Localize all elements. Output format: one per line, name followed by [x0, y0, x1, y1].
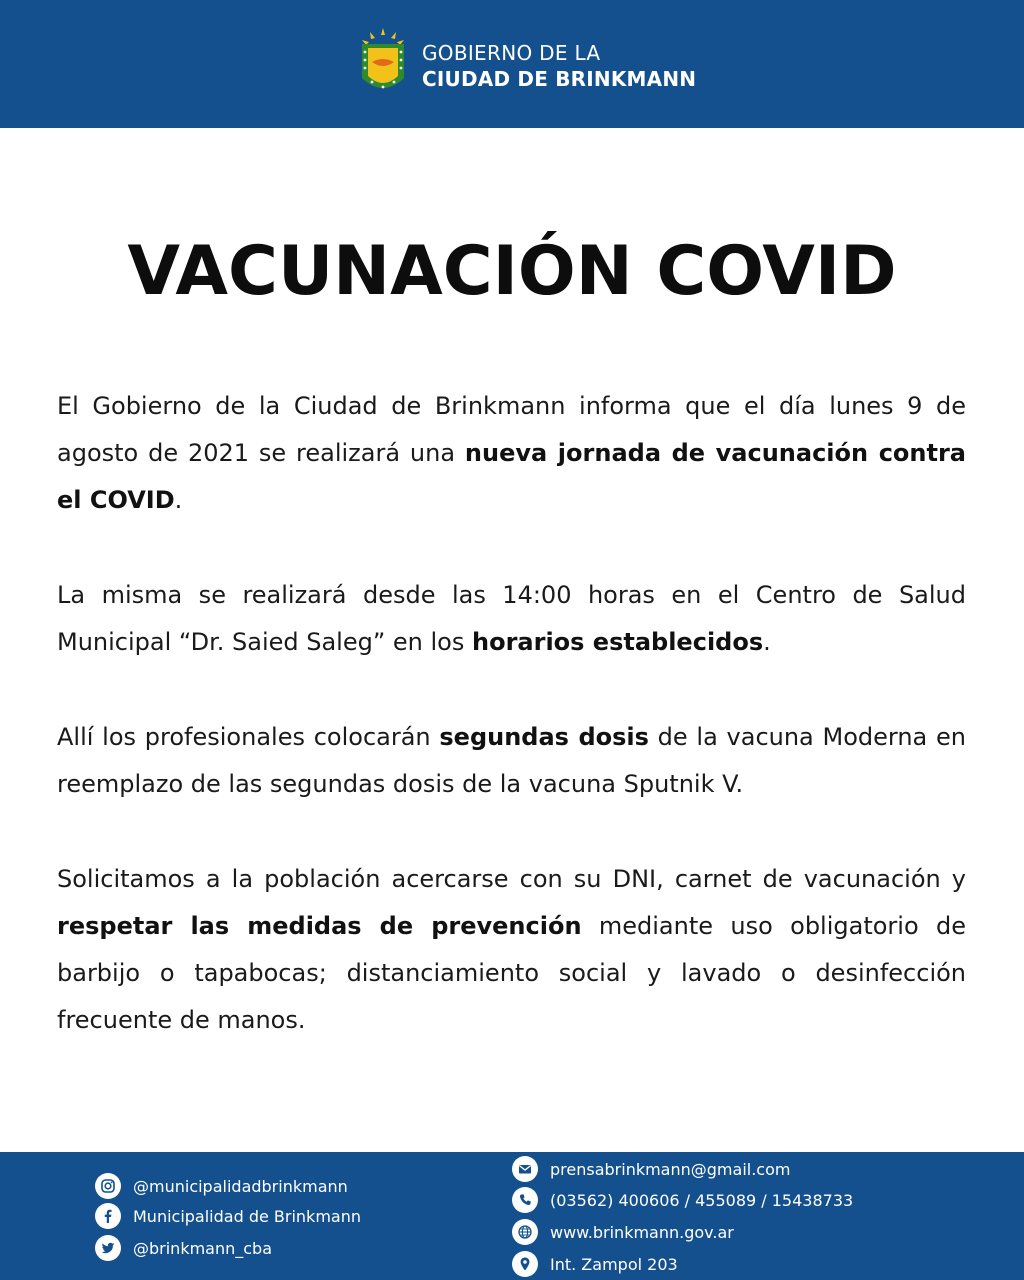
phone-numbers: (03562) 400606 / 455089 / 15438733 — [550, 1190, 854, 1210]
p1-bold: nueva jornada de vacunación contra el COVID — [57, 439, 967, 514]
facebook-name: Municipalidad de Brinkmann — [133, 1206, 361, 1226]
facebook-icon — [95, 1203, 121, 1229]
body-text — [57, 383, 966, 1092]
page-title: VACUNACIÓN COVID — [127, 232, 897, 311]
p4-end: mediante uso obligatorio de barbijo o tapabocas; distanciamiento social y lavado o desinfección frecuente de manos. — [57, 912, 966, 1034]
p3-end: de la vacuna Moderna en reemplazo de las segundas dosis de la vacuna Sputnik V. — [57, 723, 966, 798]
p2-end: . — [763, 628, 771, 656]
paragraph-2 — [57, 572, 966, 666]
p1-end: . — [174, 486, 183, 514]
brand-text — [422, 40, 696, 92]
paragraph-4 — [57, 856, 966, 1044]
brand-line2: CIUDAD DE BRINKMANN — [422, 67, 697, 91]
location-pin-icon — [512, 1251, 538, 1277]
instagram-link[interactable] — [95, 1173, 348, 1199]
p3-bold: segundas dosis — [439, 723, 649, 751]
address-item — [512, 1251, 678, 1277]
footer-bar — [0, 1152, 1024, 1280]
header-bar — [0, 0, 1024, 128]
instagram-handle: @municipalidadbrinkmann — [133, 1176, 348, 1196]
p4-bold: respetar las medidas de prevención — [57, 912, 582, 940]
p3-text: Allí los profesionales colocarán — [57, 723, 440, 751]
p4-text: Solicitamos a la población acercarse con su DNI, carnet de vacunación y — [57, 865, 966, 893]
instagram-icon — [95, 1173, 121, 1199]
website-url: www.brinkmann.gov.ar — [550, 1222, 734, 1242]
envelope-icon — [512, 1156, 538, 1182]
email-link[interactable] — [512, 1156, 790, 1182]
website-link[interactable] — [512, 1219, 734, 1245]
p2-text: La misma se realizará desde las 14:00 horas en el Centro de Salud Municipal “Dr. Saied Saleg” en los — [57, 581, 966, 656]
paragraph-1 — [57, 383, 966, 524]
brand-line1: GOBIERNO DE LA — [422, 41, 601, 65]
phone-link[interactable] — [512, 1187, 853, 1213]
paragraph-3 — [57, 714, 966, 808]
twitter-link[interactable] — [95, 1235, 272, 1261]
facebook-link[interactable] — [95, 1203, 361, 1229]
address-text: Int. Zampol 203 — [550, 1254, 678, 1274]
globe-icon — [512, 1219, 538, 1245]
twitter-icon — [95, 1235, 121, 1261]
p2-bold: horarios establecidos — [472, 628, 764, 656]
twitter-handle: @brinkmann_cba — [133, 1238, 273, 1258]
email-address: prensabrinkmann@gmail.com — [550, 1159, 791, 1179]
phone-icon — [512, 1187, 538, 1213]
p1-text: El Gobierno de la Ciudad de Brinkmann informa que el día lunes 9 de agosto de 2021 se realizará una — [57, 392, 966, 467]
city-crest-icon — [358, 26, 408, 98]
